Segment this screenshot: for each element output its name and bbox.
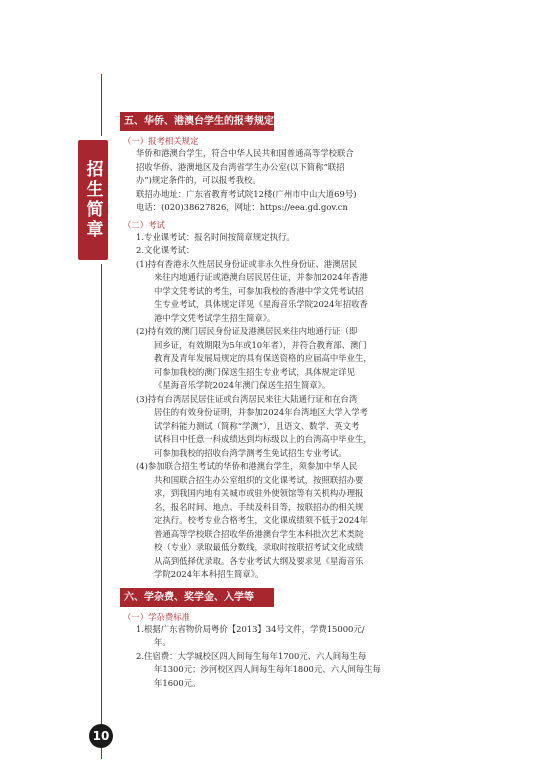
text-line: 试学科能力测试（简称“学测”），且语文、数学、英文考 [154, 420, 360, 431]
page-number-badge: 10 [89, 724, 113, 748]
text-line: 学院2024年本科招生简章》。 [154, 569, 264, 579]
list-item [136, 325, 425, 393]
side-tab-label: 招生简章 [78, 140, 108, 260]
text-line: (4)参加联合招生考试的华侨和港澳台学生，须参加中华人民 [136, 461, 358, 471]
text-line: 教育及青年发展局规定的具有保送资格的应届高中毕业生， [154, 353, 372, 363]
text-line: 来往内地通行证或港澳台居民居住证，并参加2024年香港 [154, 272, 368, 282]
contact-line: 电话：(020)38627826，网址：https://eea.gd.gov.cn [136, 202, 348, 212]
exam-line: 1.专业课考试：报名时间按简章规定执行。 [136, 231, 295, 242]
section-5-heading: 五、华侨、港澳台学生的报考规定 [120, 112, 274, 131]
registration-paragraph [120, 147, 425, 215]
text-line: 可参加我校的招收台湾学测考生免试招生专业考试。 [154, 447, 347, 458]
text-line: 共和国联合招生办公室组织的文化课考试，按照联招办要 [154, 474, 364, 485]
text-line: 1.根据广东省物价局粤价【2013】34号文件，学费15000元/ [136, 623, 365, 634]
exam-block [120, 231, 425, 582]
text-line: 招收华侨、港澳地区及台湾省学生办公室(以下简称“联招 [136, 161, 345, 172]
subsection-registration-title: （一）报考相关规定 [123, 136, 199, 146]
text-line: 试科目中任意一科成绩达到均标级以上的台湾高中毕业生， [154, 434, 372, 444]
text-line: (1)持有香港永久性居民身份证或非永久性身份证、港澳居民 [136, 258, 358, 269]
text-line: 2.住宿费：大学城校区四人间每生每年1700元、六人间每生每 [136, 650, 367, 661]
page-content [120, 112, 425, 690]
address-line: 联招办地址：广东省教育考试院12楼(广州市中山大道69号) [136, 188, 357, 199]
text-line: 年。 [154, 637, 171, 647]
section-6-heading: 六、学杂费、奖学金、入学等 [120, 588, 274, 607]
text-line: 《星海音乐学院2024年澳门保送生招生简章》。 [154, 380, 331, 390]
text-line: 港中学文凭考试学生招生简章》。 [154, 312, 276, 323]
text-line: 求，到我国内地有关城市或驻外使领馆等有关机构办理报 [154, 488, 364, 498]
subsection-exam-title: （二）考试 [123, 219, 165, 230]
text-line: 华侨和港澳台学生，符合中华人民共和国普通高等学校联合 [136, 148, 354, 158]
text-line: 回乡证，有效期限为5年或10年者），并符合教育部、澳门 [154, 339, 367, 350]
list-item [136, 393, 425, 461]
text-line: 中学文凭考试的考生，可参加我校的香港中学文凭考试招 [154, 285, 364, 296]
decorative-vertical-line-bottom [101, 264, 102, 759]
subsection-fee-title: （一）学杂费标准 [123, 611, 190, 622]
text-line: 居住的有效身份证明，并参加2024年台湾地区大学入学考 [154, 407, 368, 417]
decorative-vertical-line-top [101, 74, 102, 136]
text-line: (2)持有效的澳门居民身份证及港澳居民来往内地通行证（即 [136, 326, 358, 336]
text-line: 从高到低择优录取。各专业考试大纲及要求见《星海音乐 [154, 555, 364, 566]
text-line: 名，报名时间、地点、手续及科目等，按联招办的相关规 [154, 501, 364, 512]
text-line: (3)持有台湾居民居住证或台湾居民来往大陆通行证和在台湾 [136, 393, 358, 404]
text-line: 年1300元；沙河校区四人间每生每年1800元、六人间每生每 [154, 664, 381, 674]
text-line: 定执行。校考专业合格考生，文化课成绩须不低于2024年 [154, 515, 368, 525]
exam-line: 2.文化课考试： [136, 245, 195, 255]
text-line: 可参加我校的澳门保送生招生专业考试，具体规定详见 [154, 366, 355, 377]
list-item [136, 258, 425, 326]
text-line: 年1600元。 [154, 677, 201, 688]
fee-block [120, 623, 425, 691]
text-line: 校（专业）录取最低分数线，录取时按联招考试文化成绩 [154, 542, 364, 552]
text-line: 办”)规定条件的，可以报考我校。 [136, 175, 261, 185]
list-item [136, 460, 425, 582]
text-line: 普通高等学校联合招收华侨港澳台学生本科批次艺术类院 [154, 528, 364, 539]
text-line: 生专业考试，具体规定详见《星海音乐学院2024年招收香 [154, 299, 368, 309]
